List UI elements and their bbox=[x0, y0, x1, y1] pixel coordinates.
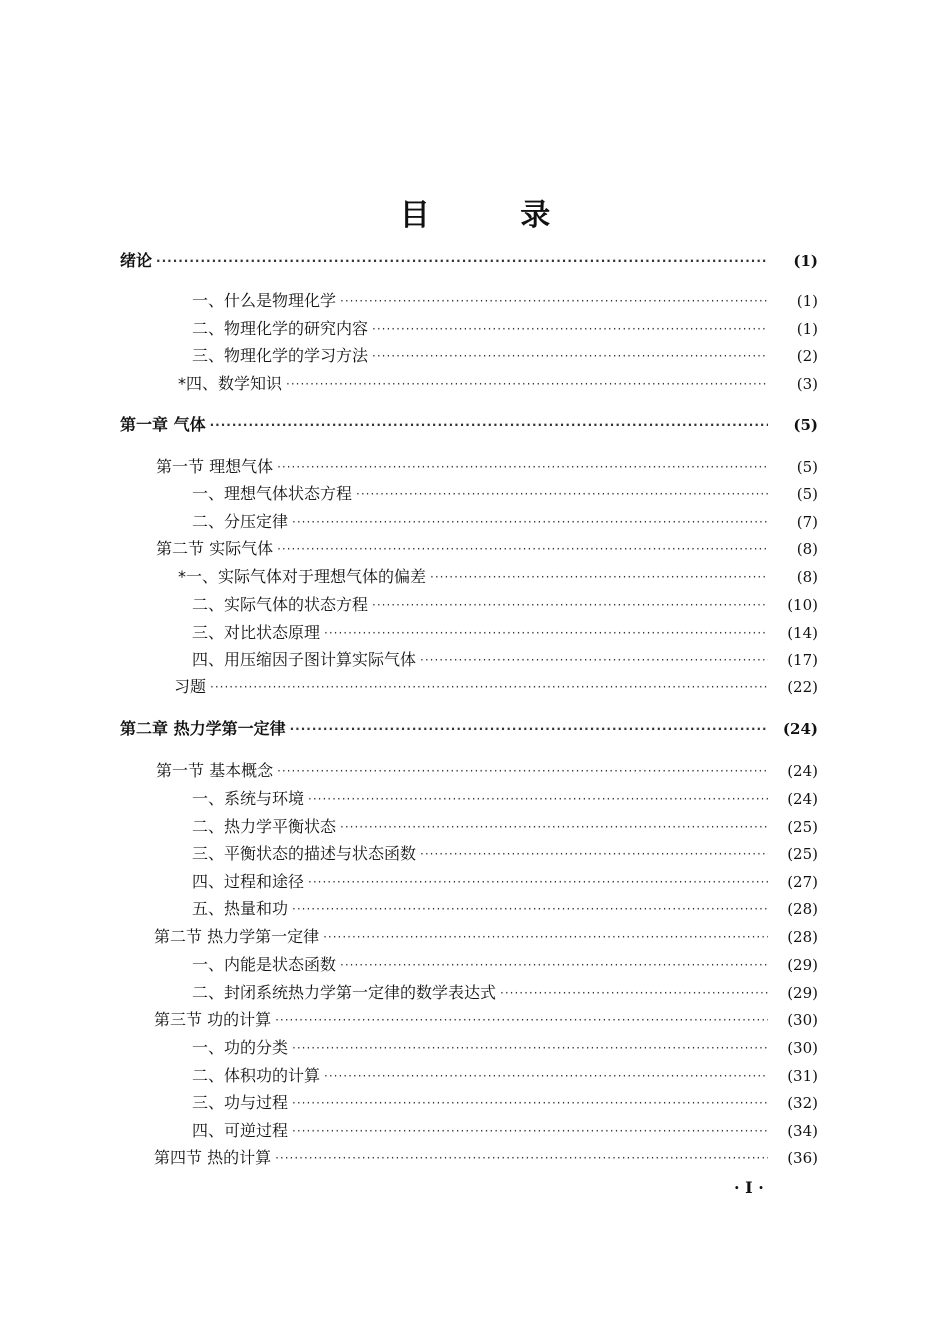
toc-entry[interactable] bbox=[156, 758, 818, 784]
toc-entry-page: (8) bbox=[796, 568, 818, 586]
toc-entry-page: (34) bbox=[787, 1122, 818, 1140]
toc-entry[interactable] bbox=[174, 674, 818, 700]
toc-entry-page: (3) bbox=[796, 375, 818, 393]
toc-entry-title: 习题 bbox=[174, 677, 207, 696]
toc-entry-title: 绪论 bbox=[120, 251, 153, 270]
toc-entry-title: 二、封闭系统热力学第一定律的数学表达式 bbox=[192, 983, 497, 1002]
toc-entry-title: 三、功与过程 bbox=[192, 1093, 289, 1112]
toc-entry-title: 一、功的分类 bbox=[192, 1038, 289, 1057]
toc-entry[interactable] bbox=[154, 924, 818, 950]
toc-entry-title: 三、物理化学的学习方法 bbox=[192, 346, 369, 365]
toc-entry[interactable] bbox=[192, 1090, 818, 1116]
toc-entry-page: (8) bbox=[796, 540, 818, 558]
toc-entry[interactable] bbox=[192, 1063, 818, 1089]
toc-entry-title: 第三节 功的计算 bbox=[154, 1010, 272, 1029]
toc-entry[interactable] bbox=[192, 592, 818, 618]
toc-entry[interactable] bbox=[120, 412, 818, 438]
toc-entry-title: 二、体积功的计算 bbox=[192, 1066, 321, 1085]
toc-entry[interactable] bbox=[192, 1035, 818, 1061]
page-title: 目 录 bbox=[399, 198, 591, 233]
toc-entry[interactable] bbox=[192, 316, 818, 342]
toc-entry-page: (17) bbox=[787, 651, 818, 669]
toc-entry-page: (2) bbox=[796, 347, 818, 365]
toc-entry-title: 第一节 理想气体 bbox=[156, 457, 274, 476]
toc-entry-title: 第二章 热力学第一定律 bbox=[120, 719, 286, 738]
toc-entry[interactable] bbox=[192, 814, 818, 840]
toc-entry-title: 四、可逆过程 bbox=[192, 1121, 289, 1140]
toc-entry-title: 三、对比状态原理 bbox=[192, 623, 321, 642]
toc-entry[interactable] bbox=[192, 288, 818, 314]
toc-entry-page: (7) bbox=[796, 513, 818, 531]
toc-entry-page: (30) bbox=[787, 1039, 818, 1057]
page-number: · Ⅰ · bbox=[734, 1178, 764, 1197]
toc-entry[interactable] bbox=[178, 564, 818, 590]
toc-entry[interactable] bbox=[178, 371, 818, 397]
toc-entry-page: (5) bbox=[796, 485, 818, 503]
toc-entry-title: *一、实际气体对于理想气体的偏差 bbox=[178, 567, 427, 586]
toc-entry-page: (32) bbox=[787, 1094, 818, 1112]
toc-entry-page: (27) bbox=[787, 873, 818, 891]
toc-entry[interactable] bbox=[156, 536, 818, 562]
toc-entry-title: 第二节 热力学第一定律 bbox=[154, 927, 320, 946]
toc-entry-title: 一、理想气体状态方程 bbox=[192, 484, 353, 503]
toc-entry-page: (31) bbox=[787, 1067, 818, 1085]
toc-entry-page: (25) bbox=[787, 845, 818, 863]
toc-entry-page: (29) bbox=[787, 956, 818, 974]
toc-entry[interactable] bbox=[154, 1007, 818, 1033]
toc-entry[interactable] bbox=[192, 509, 818, 535]
toc-entry-title: 四、用压缩因子图计算实际气体 bbox=[192, 650, 417, 669]
toc-entry[interactable] bbox=[192, 869, 818, 895]
toc-entry[interactable] bbox=[120, 248, 818, 274]
toc-entry-title: 四、过程和途径 bbox=[192, 872, 305, 891]
toc-entry-title: 五、热量和功 bbox=[192, 899, 289, 918]
toc-entry-page: (1) bbox=[796, 320, 818, 338]
toc-entry-page: (5) bbox=[793, 416, 818, 434]
toc-entry-title: 一、系统与环境 bbox=[192, 789, 305, 808]
toc-entry-page: (1) bbox=[793, 252, 818, 270]
toc-entry[interactable] bbox=[154, 1145, 818, 1171]
toc-entry-page: (10) bbox=[787, 596, 818, 614]
toc-entry-page: (24) bbox=[787, 762, 818, 780]
toc-entry[interactable] bbox=[192, 620, 818, 646]
toc-entry-title: 二、分压定律 bbox=[192, 512, 289, 531]
toc-entry[interactable] bbox=[120, 716, 818, 742]
toc-entry[interactable] bbox=[192, 786, 818, 812]
toc-entry[interactable] bbox=[192, 343, 818, 369]
toc-entry-page: (22) bbox=[787, 678, 818, 696]
toc-entry-title: 三、平衡状态的描述与状态函数 bbox=[192, 844, 417, 863]
toc-entry[interactable] bbox=[192, 647, 818, 673]
toc-entry-page: (14) bbox=[787, 624, 818, 642]
toc-entry-title: 二、实际气体的状态方程 bbox=[192, 595, 369, 614]
toc-entry-title: 第一节 基本概念 bbox=[156, 761, 274, 780]
toc-entry-title: 二、热力学平衡状态 bbox=[192, 817, 337, 836]
toc-entry-page: (25) bbox=[787, 818, 818, 836]
toc-entry-page: (24) bbox=[782, 720, 818, 738]
toc-entry-title: *四、数学知识 bbox=[178, 374, 283, 393]
toc-entry-title: 第二节 实际气体 bbox=[156, 539, 274, 558]
toc-entry[interactable] bbox=[192, 980, 818, 1006]
toc-entry-page: (24) bbox=[787, 790, 818, 808]
toc-entry[interactable] bbox=[192, 952, 818, 978]
toc-entry[interactable] bbox=[192, 896, 818, 922]
toc-entry-title: 一、内能是状态函数 bbox=[192, 955, 337, 974]
toc-entry-title: 一、什么是物理化学 bbox=[192, 291, 337, 310]
toc-entry[interactable] bbox=[192, 481, 818, 507]
toc-entry-page: (28) bbox=[787, 900, 818, 918]
toc-entry[interactable] bbox=[156, 454, 818, 480]
toc-entry[interactable] bbox=[192, 841, 818, 867]
toc-entry[interactable] bbox=[192, 1118, 818, 1144]
toc-entry-page: (29) bbox=[787, 984, 818, 1002]
toc-entry-title: 二、物理化学的研究内容 bbox=[192, 319, 369, 338]
toc-entry-page: (5) bbox=[796, 458, 818, 476]
toc-entry-page: (36) bbox=[787, 1149, 818, 1167]
toc-entry-page: (30) bbox=[787, 1011, 818, 1029]
toc-entry-page: (1) bbox=[796, 292, 818, 310]
toc-entry-title: 第一章 气体 bbox=[120, 415, 206, 434]
toc-entry-page: (28) bbox=[787, 928, 818, 946]
toc-entry-title: 第四节 热的计算 bbox=[154, 1148, 272, 1167]
